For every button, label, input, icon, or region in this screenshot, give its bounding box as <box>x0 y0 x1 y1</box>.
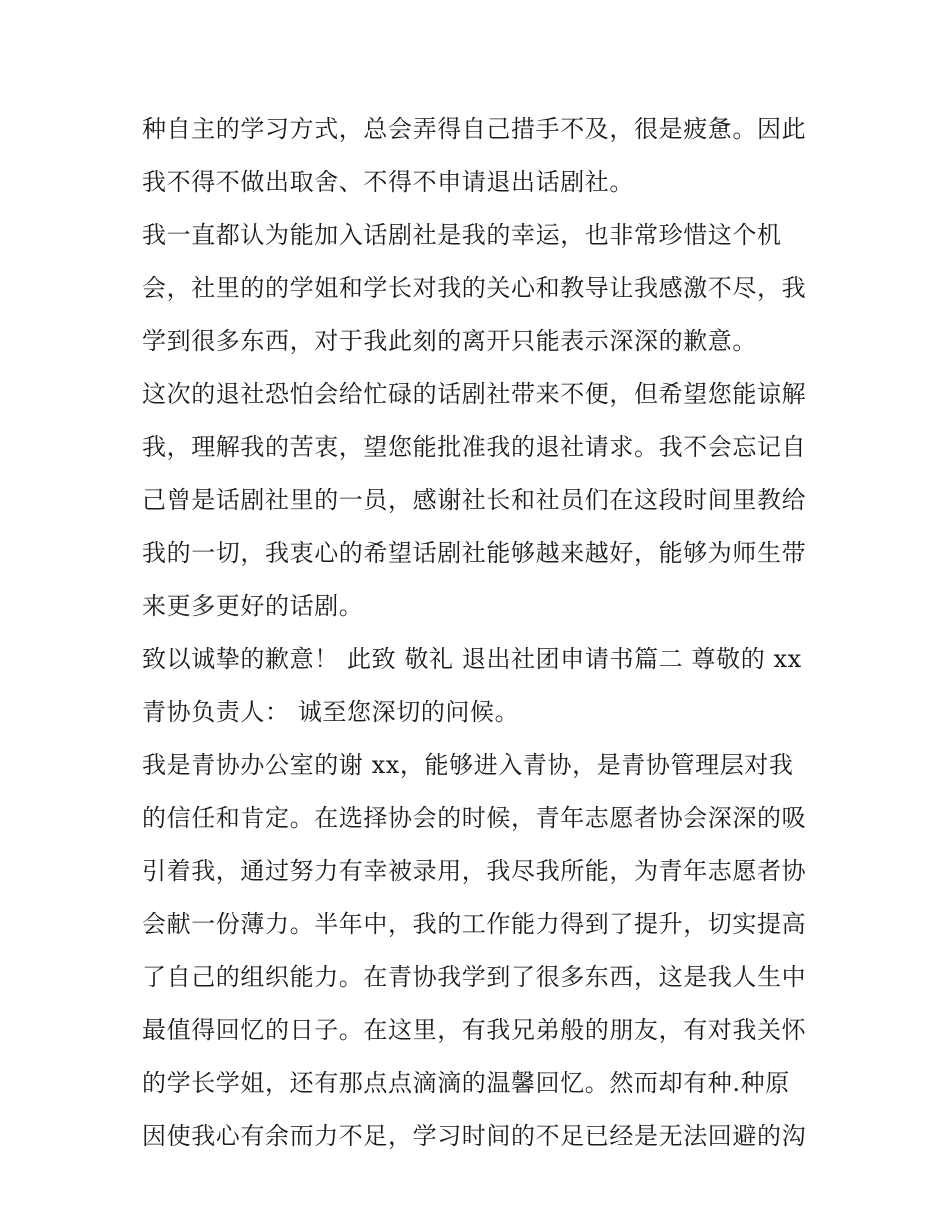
text-line: 青协负责人： 诚至您深切的问候。 <box>142 698 520 726</box>
text-line: 我的一切，我衷心的希望话剧社能够越来越好，能够为师生带 <box>142 539 807 567</box>
text-line: 的信任和肯定。在选择协会的时候，青年志愿者协会深深的吸 <box>142 804 807 832</box>
text-line: 会献一份薄力。半年中，我的工作能力得到了提升，切实提高 <box>142 910 807 938</box>
text-line: 来更多更好的话剧。 <box>142 592 364 620</box>
text-line: 因使我心有余而力不足，学习时间的不足已经是无法回避的沟 <box>142 1122 807 1150</box>
text-line: 种自主的学习方式，总会弄得自己措手不及，很是疲惫。因此 <box>142 115 807 143</box>
text-line: 的学长学姐，还有那点点滴滴的温馨回忆。然而却有种.种原 <box>142 1069 790 1097</box>
text-line: 会，社里的的学姐和学长对我的关心和教导让我感激不尽，我 <box>142 274 807 302</box>
text-line: 我不得不做出取舍、不得不申请退出话剧社。 <box>142 168 634 196</box>
text-line: 引着我，通过努力有幸被录用，我尽我所能，为青年志愿者协 <box>142 857 807 885</box>
text-line: 最值得回忆的日子。在这里，有我兄弟般的朋友，有对我关怀 <box>142 1016 807 1044</box>
text-line: 致以诚挚的歉意！ 此致 敬礼 退出社团申请书篇二 尊敬的 xx <box>142 645 802 673</box>
text-line: 学到很多东西，对于我此刻的离开只能表示深深的歉意。 <box>142 327 757 355</box>
text-line: 了自己的组织能力。在青协我学到了很多东西，这是我人生中 <box>142 963 807 991</box>
text-line: 我是青协办公室的谢 xx，能够进入青协，是青协管理层对我 <box>142 751 794 779</box>
text-line: 我一直都认为能加入话剧社是我的幸运，也非常珍惜这个机 <box>142 221 782 249</box>
text-line: 我，理解我的苦衷，望您能批准我的退社请求。我不会忘记自 <box>142 433 807 461</box>
text-line: 这次的退社恐怕会给忙碌的话剧社带来不便，但希望您能谅解 <box>142 380 807 408</box>
text-line: 己曾是话剧社里的一员，感谢社长和社员们在这段时间里教给 <box>142 486 807 514</box>
document-body <box>142 108 822 1168</box>
